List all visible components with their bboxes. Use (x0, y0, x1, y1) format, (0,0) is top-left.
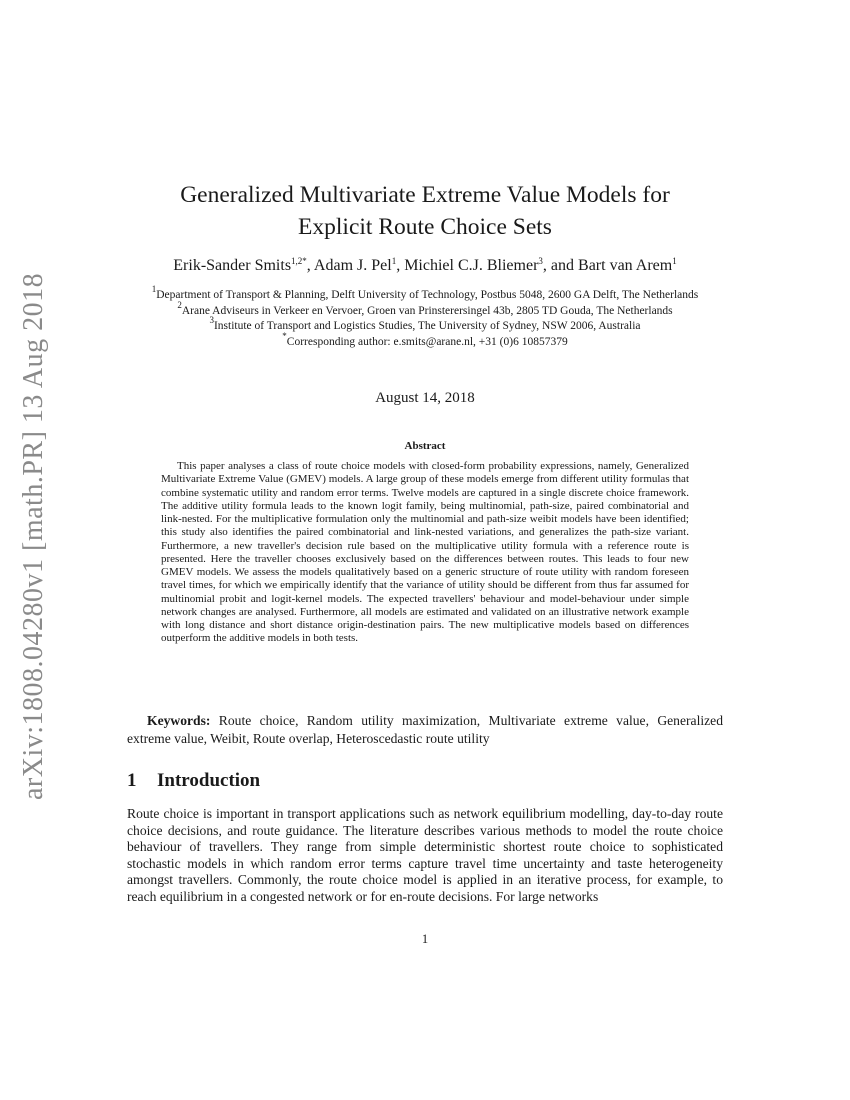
affiliation-text: Department of Transport & Planning, Delft University of Technology, Postbus 5048, 2600 GA Delft, The Netherlands (156, 289, 699, 301)
affiliation-mark: 1 (151, 284, 157, 294)
affiliation-3 (140, 315, 710, 335)
author-name: Adam J. Pel (313, 257, 392, 274)
affiliation-mark: * (282, 330, 287, 341)
author-name: Erik-Sander Smits (173, 257, 292, 274)
abstract-heading: Abstract (404, 440, 446, 452)
author-separator: , (306, 257, 314, 274)
author-name: Michiel C.J. Bliemer (404, 257, 539, 274)
author-list (80, 256, 770, 276)
affiliations (140, 284, 710, 350)
paper-title (100, 179, 750, 243)
keywords-text: Route choice, Random utility maximization, Multivariate extreme value, Generalized extreme value, Weibit, Route overlap, Heteroscedastic route utility (127, 713, 723, 746)
author-separator: , and (542, 257, 579, 274)
author-affil-mark: 1 (672, 256, 677, 266)
arxiv-identifier: arXiv:1808.04280v1 [math.PR] 13 Aug 2018 (18, 272, 49, 800)
author-name: Bart van Arem (578, 257, 673, 274)
section-heading (127, 769, 723, 793)
affiliation-text: Corresponding author: e.smits@arane.nl, +31 (0)6 10857379 (286, 335, 568, 348)
title-line-2: Explicit Route Choice Sets (298, 214, 552, 240)
publication-date: August 14, 2018 (375, 390, 475, 406)
section-number: 1 (127, 770, 137, 791)
affiliation-text: Institute of Transport and Logistics Studies, The University of Sydney, NSW 2006, Australia (213, 320, 641, 332)
keywords (127, 712, 723, 747)
page-number: 1 (421, 932, 429, 946)
affiliation-text: Arane Adviseurs in Verkeer en Vervoer, Groen van Prinsterersingel 43b, 2805 TD Gouda, The Netherlands (181, 304, 673, 317)
abstract-text: This paper analyses a class of route choice models with closed-form probability expressions, namely, Generalized Multivariate Extreme Value (GMEV) models. A large group of these models emerge from different utility formulas that combine systematic utility and random error terms. Twelve models are captured in a single discrete choice framework. The additive utility formula leads to the known logit family, being multinomial, path-size, paired combinatorial and link-nested. For the multiplicative formulation only the multinomial and path-size weibit models have been identified; this study also identifies the paired combinatorial and link-nested variations, and generalizes the path-size variant. Furthermore, a new traveller's decision rule based on the multiplicative utility formula with a reference route is presented. Here the traveller chooses exclusively based on the differences between routes. This leads to four new GMEV models. We assess the models qualitatively based on a generic structure of route utility with random foreseen travel times, for which we empirically identify that the variance of utility should be different from thus far assumed for multinomial probit and logit-kernel models. The expected travellers' behaviour and model-behaviour under simple network changes are analysed. Furthermore, all models are estimated and validated on an illustrative network example with long distance and short distance origin-destination pairs. The new multiplicative models based on differences outperform the additive models in both tests. (161, 460, 689, 645)
corresponding-author (140, 330, 710, 351)
author-affil-mark: 1,2* (291, 256, 307, 266)
section-title: Introduction (157, 770, 261, 791)
title-line-1: Generalized Multivariate Extreme Value Models for (180, 182, 670, 208)
affiliation-mark: 3 (209, 315, 214, 325)
affiliation-1 (140, 284, 710, 304)
author-affil-mark: 1 (391, 256, 397, 266)
author-separator: , (396, 257, 405, 274)
affiliation-2 (140, 299, 710, 320)
keywords-label: Keywords: (147, 713, 211, 728)
author-affil-mark: 3 (538, 256, 543, 266)
affiliation-mark: 2 (177, 299, 182, 310)
intro-paragraph: Route choice is important in transport applications such as network equilibrium modelling, day-to-day route choice decisions, and route guidance. The literature describes various methods to model the route choice behaviour of travellers. They range from simple deterministic shortest route choice to sophisticated stochastic models in which random error terms capture travel time uncertainty and taste heterogeneity amongst travellers. Commonly, the route choice model is applied in an iterative process, for example, to reach equilibrium in a congested network or for en-route decisions. For large networks (127, 806, 723, 904)
